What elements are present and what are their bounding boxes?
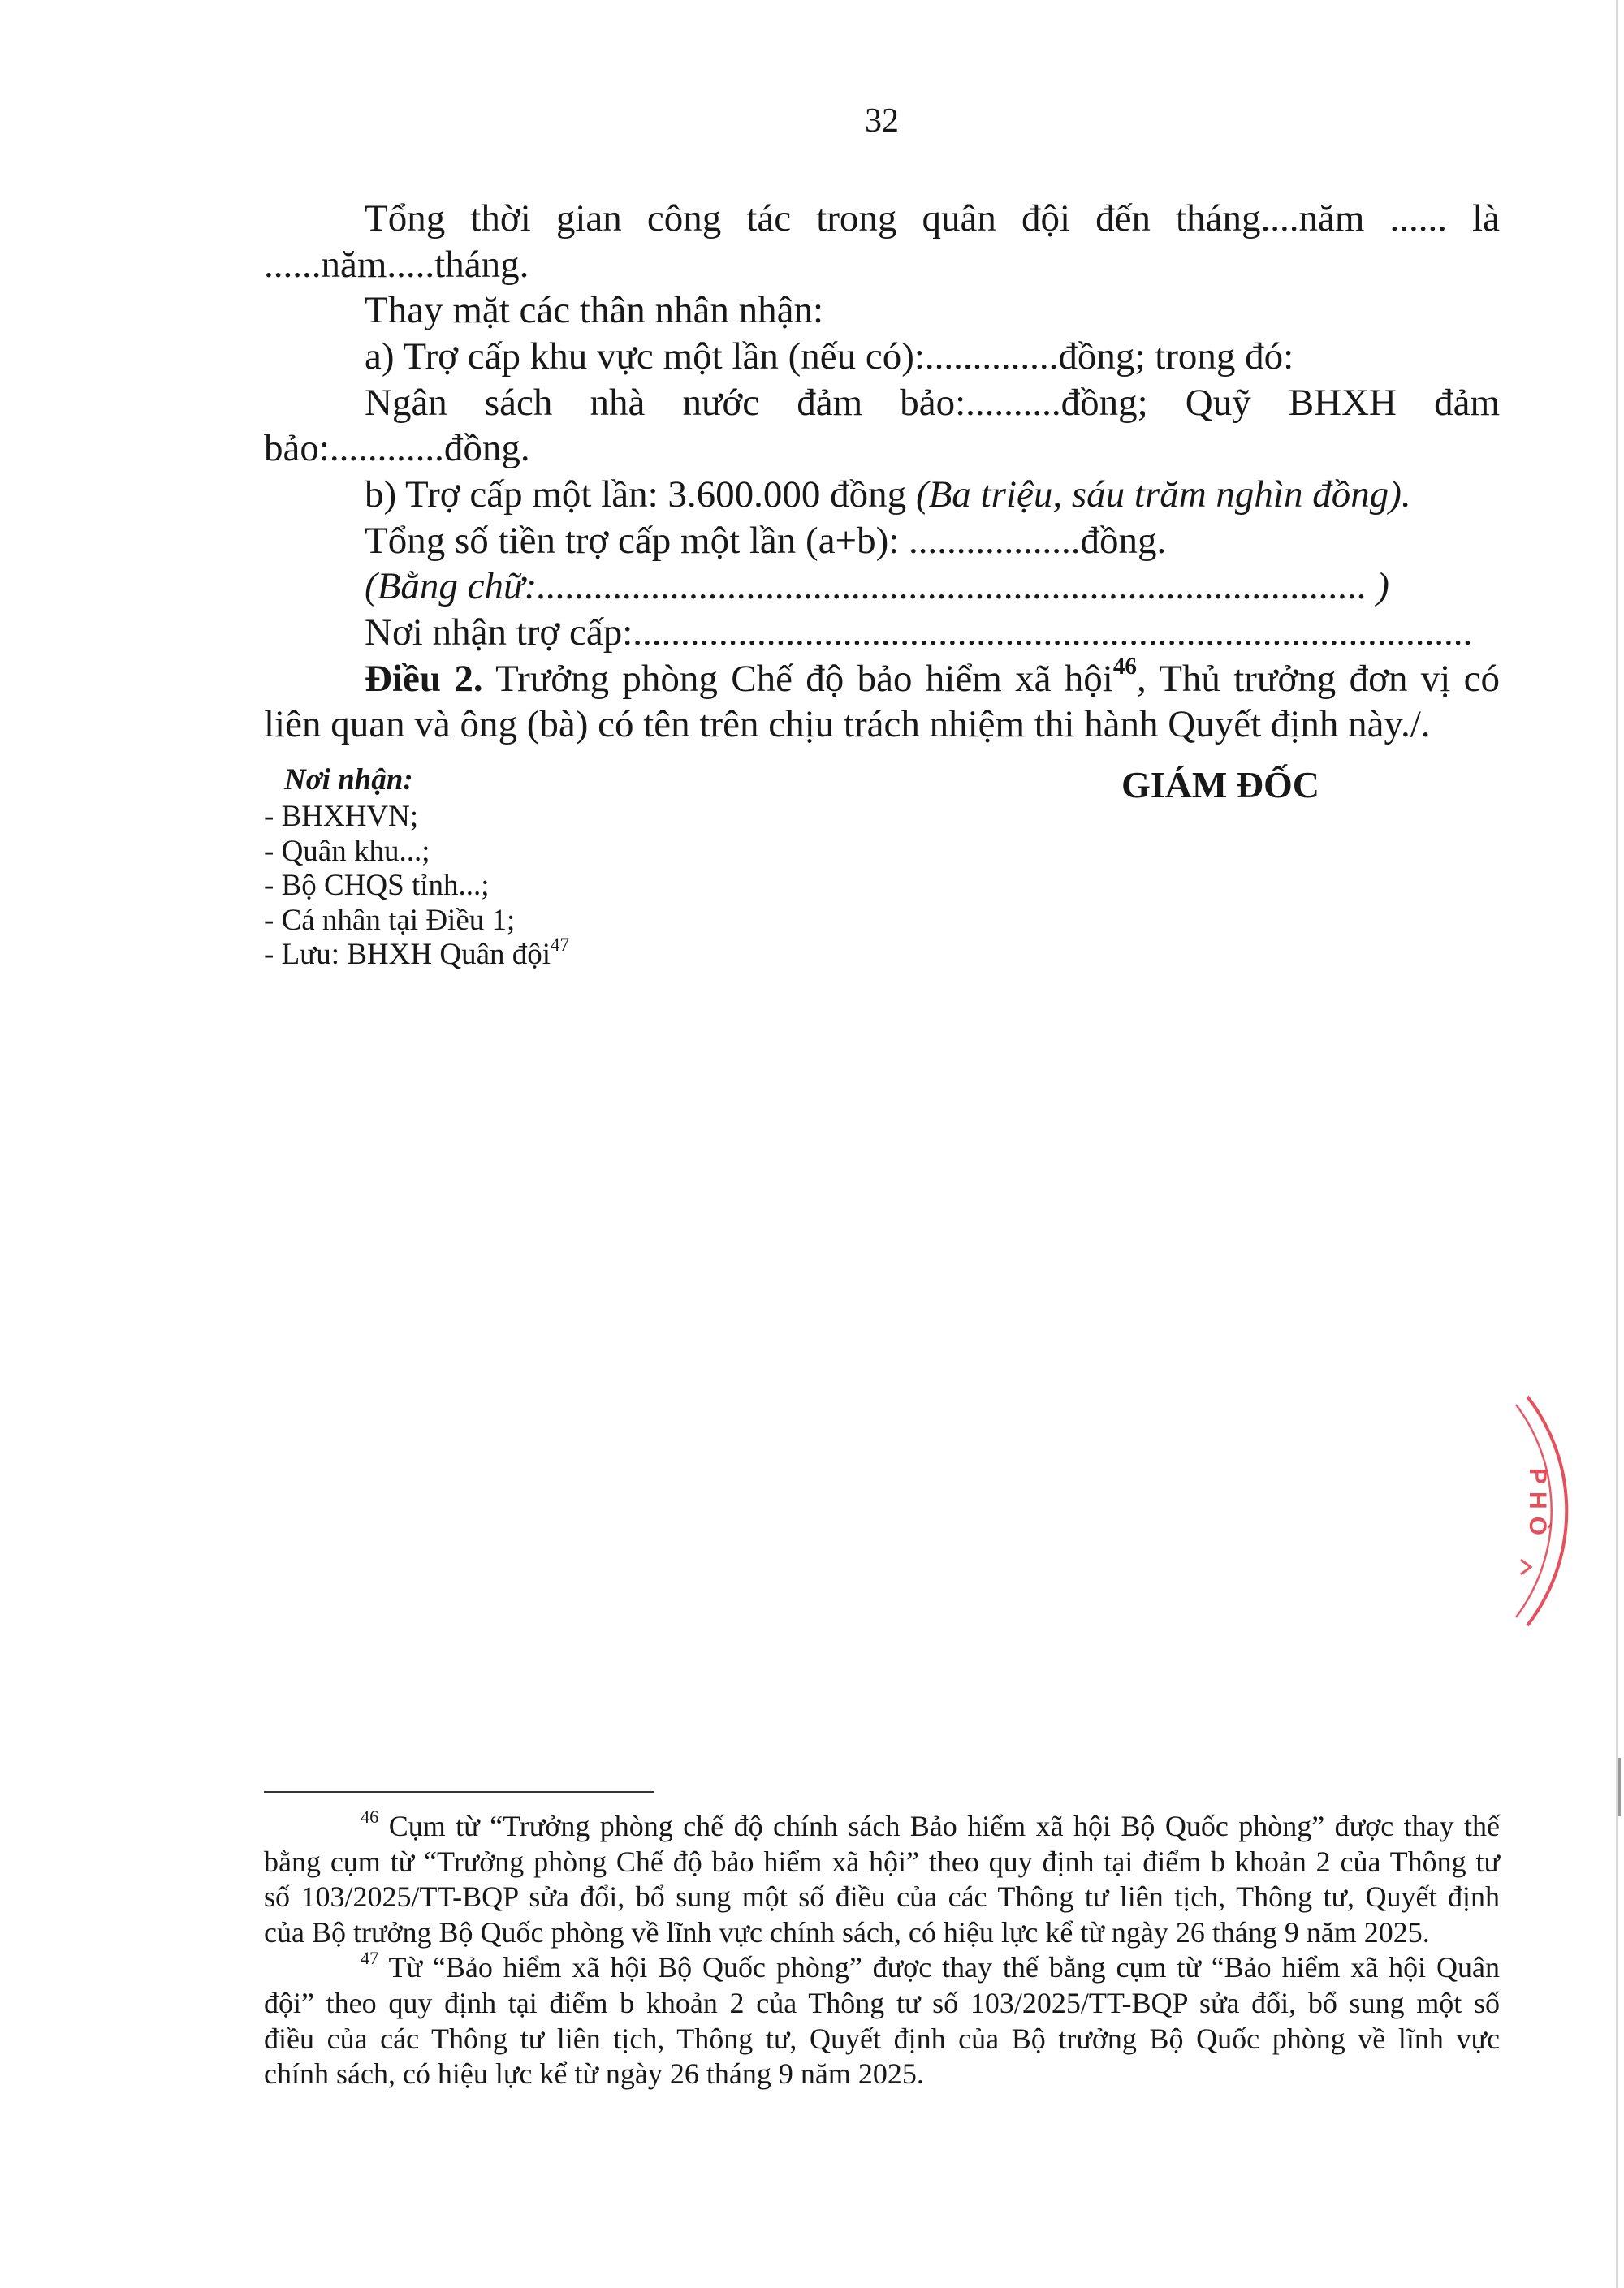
footnote-47-line-2: đội” theo quy định tại điểm b khoản 2 của Thông tư số 103/2025/TT-BQP sửa đổi, bổ sung một số bbox=[264, 1986, 1500, 2019]
scan-page-edge bbox=[1616, 0, 1618, 2288]
seal-mark bbox=[1521, 1560, 1531, 1574]
red-seal-stamp bbox=[1503, 1393, 1584, 1629]
service-time-line-1: Tổng thời gian công tác trong quân đội đến tháng....năm ...... là bbox=[365, 197, 1500, 240]
footnote-47-line-3: điều của các Thông tư liên tịch, Thông tư, Quyết định của Bộ trưởng Bộ Quốc phòng về lĩnh vực bbox=[264, 2022, 1500, 2055]
service-time-line-2: ......năm.....tháng. bbox=[264, 243, 529, 286]
article-2-text: Trưởng phòng Chế độ bảo hiểm xã hội bbox=[495, 657, 1113, 700]
footnote-46-line-3: số 103/2025/TT-BQP sửa đổi, bổ sung một số điều của các Thông tư liên tịch, Thông tư, Quyết định bbox=[264, 1880, 1500, 1914]
recipient-item: - Bộ CHQS tỉnh...; bbox=[264, 869, 490, 903]
footnote-46-number: 46 bbox=[361, 1806, 379, 1827]
recipient-item-archive bbox=[264, 934, 569, 973]
scan-edge-mark bbox=[1618, 1758, 1621, 1816]
allowance-b-amount: b) Trợ cấp một lần: 3.600.000 đồng bbox=[365, 473, 907, 516]
in-words-line: (Bằng chữ:....................................................................................... ) bbox=[365, 565, 1389, 608]
page-number: 32 bbox=[865, 102, 899, 140]
footnote-46-line-1 bbox=[264, 1806, 1500, 1845]
article-2-line-1 bbox=[264, 653, 1501, 702]
recipient-item: - BHXHVN; bbox=[264, 800, 419, 833]
footnote-46-line-2: bằng cụm từ “Trưởng phòng Chế độ bảo hiểm xã hội” theo quy định tại điểm b khoản 2 của Thông tư bbox=[264, 1845, 1500, 1878]
total-line: Tổng số tiền trợ cấp một lần (a+b): ..................đồng. bbox=[365, 519, 1167, 562]
article-2-label: Điều 2. bbox=[365, 657, 483, 700]
recipient-item: - Quân khu...; bbox=[264, 834, 430, 868]
decision-body bbox=[264, 196, 1500, 748]
receive-place-line: Nơi nhận trợ cấp:........................................................................................ bbox=[365, 611, 1473, 654]
recipients-heading: Nơi nhận: bbox=[284, 763, 413, 796]
footnotes bbox=[264, 1806, 1500, 2092]
recipient-item: - Cá nhân tại Điều 1; bbox=[264, 903, 516, 937]
budget-line-2: bảo:............đồng. bbox=[264, 427, 530, 470]
footnote-47-line-4: chính sách, có hiệu lực kể từ ngày 26 tháng 9 năm 2025. bbox=[264, 2057, 924, 2091]
footnote-46-text: Cụm từ “Trưởng phòng chế độ chính sách Bảo hiểm xã hội Bộ Quốc phòng” được thay thế bbox=[388, 1810, 1500, 1842]
budget-line-1: Ngân sách nhà nước đảm bảo:..........đồng; Quỹ BHXH đảm bbox=[365, 381, 1500, 424]
on-behalf-line: Thay mặt các thân nhân nhận: bbox=[365, 289, 824, 332]
signature-title: GIÁM ĐỐC bbox=[1121, 764, 1320, 805]
footnote-47-number: 47 bbox=[361, 1948, 379, 1969]
footnote-ref-46: 46 bbox=[1112, 653, 1137, 680]
article-2-text-end: , Thủ trưởng đơn vị có bbox=[1136, 657, 1501, 700]
recipients-list bbox=[264, 800, 569, 973]
allowance-a-line: a) Trợ cấp khu vực một lần (nếu có):..............đồng; trong đó: bbox=[365, 335, 1294, 378]
footnote-46-line-4: của Bộ trưởng Bộ Quốc phòng về lĩnh vực chính sách, có hiệu lực kể từ ngày 26 tháng 9 năm 2025. bbox=[264, 1915, 1430, 1949]
footnote-47-line-1 bbox=[264, 1950, 1500, 1986]
allowance-b-line bbox=[264, 472, 1500, 518]
footnote-ref-47: 47 bbox=[551, 934, 569, 955]
recipient-item-text: - Lưu: BHXH Quân đội bbox=[264, 938, 551, 972]
footnote-separator bbox=[264, 1791, 654, 1793]
article-2-line-2: liên quan và ông (bà) có tên trên chịu trách nhiệm thi hành Quyết định này./. bbox=[264, 703, 1431, 746]
allowance-b-in-words: (Ba triệu, sáu trăm nghìn đồng). bbox=[915, 473, 1411, 516]
seal-lettering: PHÒ bbox=[1524, 1468, 1551, 1543]
footnote-47-text: Từ “Bảo hiểm xã hội Bộ Quốc phòng” được thay thế bằng cụm từ “Bảo hiểm xã hội Quân bbox=[388, 1951, 1500, 1984]
